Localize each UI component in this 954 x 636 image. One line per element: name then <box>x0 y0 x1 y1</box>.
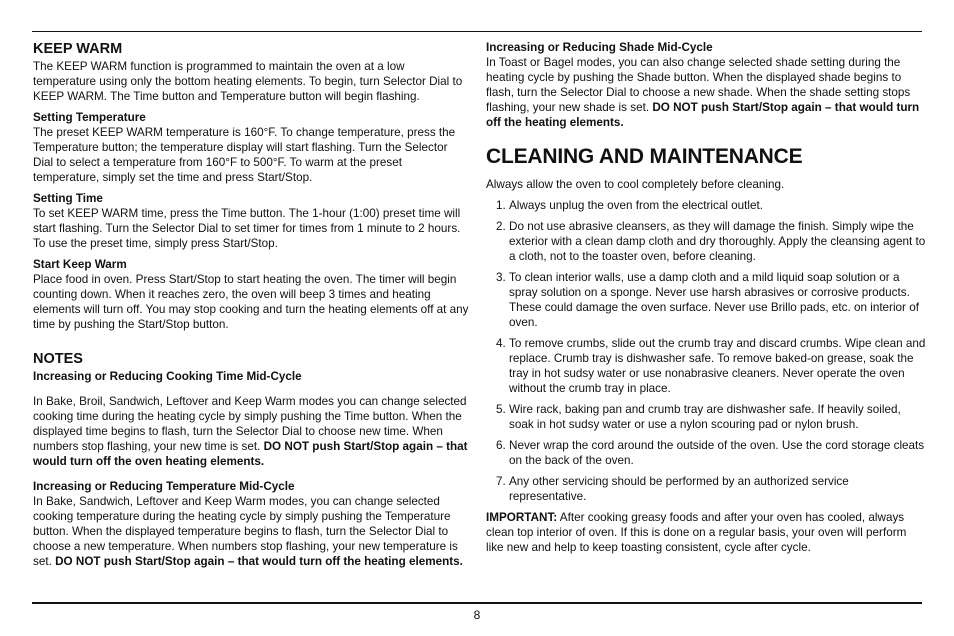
temperature-mid-cycle-warning: DO NOT push Start/Stop again – that would turn off the heating elements. <box>55 555 463 568</box>
list-item: 6. Never wrap the cord around the outside of the oven. Use the cord storage cleats on the back of the oven. <box>509 438 926 468</box>
list-item: 2. Do not use abrasive cleansers, as they will damage the finish. Simply wipe the exterior with a clean damp cloth and dry thoroughly. Apply the cleansing agent to a cloth, not to the toaster oven, before cleaning. <box>509 219 926 264</box>
cleaning-intro: Always allow the oven to cool completely before cleaning. <box>486 178 785 191</box>
list-item: 4. To remove crumbs, slide out the crumb tray and discard crumbs. Wipe clean and replace. Crumb tray is dishwasher safe. To remove baked-on grease, soak the tray in hot sudsy water or use nonabrasive cleaners. Never operate the oven without the crumb tray in place. <box>509 336 926 396</box>
bottom-rule <box>32 602 922 604</box>
right-column <box>486 40 926 561</box>
left-column <box>33 40 470 575</box>
important-label: IMPORTANT: <box>486 511 558 524</box>
keep-warm-paragraph: The KEEP WARM function is programmed to maintain the oven at a low temperature using only the bottom heating elements. To begin, turn Selector Dial to KEEP WARM. The Time button and Temperature button will begin flashing. <box>33 60 463 103</box>
setting-temperature-heading: Setting Temperature <box>33 111 146 124</box>
cooking-time-warning: DO NOT push Start/Stop again – that would turn off the oven heating elements. <box>33 440 468 468</box>
cleaning-maintenance-title: CLEANING AND MAINTENANCE <box>486 145 803 168</box>
shade-mid-cycle-paragraph <box>486 55 926 130</box>
important-note <box>486 510 926 555</box>
start-keep-warm-heading: Start Keep Warm <box>33 258 127 271</box>
list-item: 7. Any other servicing should be performed by an authorized service representative. <box>509 474 926 504</box>
cooking-time-heading: Increasing or Reducing Cooking Time Mid-Cycle <box>33 370 302 383</box>
list-item: 3. To clean interior walls, use a damp cloth and a mild liquid soap solution or a spray solution on a sponge. Never use harsh abrasives or corrosive products. These could damage the oven surface. Never use Brillo pads, etc. on interior of oven. <box>509 270 926 330</box>
list-item: 1. Always unplug the oven from the electrical outlet. <box>509 198 926 213</box>
setting-time-paragraph: To set KEEP WARM time, press the Time button. The 1-hour (1:00) preset time will start flashing. Turn the Selector Dial to set timer for times from 1 minute to 2 hours. To use the preset time, simply press Start/Stop. <box>33 207 461 250</box>
shade-mid-cycle-warning: DO NOT push Start/Stop again – that would turn off the heating elements. <box>486 101 920 129</box>
shade-mid-cycle-text: In Toast or Bagel modes, you can also change selected shade setting during the heating cycle by pushing the Shade button. When the displayed shade begins to flash, turn the Selector Dial to choose a new shade. When the shade setting stops flashing, your new shade is set. <box>486 56 911 114</box>
setting-temperature-paragraph: The preset KEEP WARM temperature is 160°F. To change temperature, press the Temperature button; the temperature display will start flashing. Turn the Selector Dial to select a temperature from 160°F to 500°F. To warm at the preset temperature, simply set the time and press Start/Stop. <box>33 126 456 184</box>
top-rule <box>32 31 922 32</box>
setting-time-heading: Setting Time <box>33 192 103 205</box>
important-text: After cooking greasy foods and after your oven has cooled, always clean top interior of oven. If this is done on a regular basis, your oven will perform like new and help to keep toasting consistent, cycle after cycle. <box>486 511 907 554</box>
temperature-mid-cycle-text: In Bake, Sandwich, Leftover and Keep Warm modes, you can change selected cooking temperature during the heating cycle by simply pushing the Temperature button. When the displayed temperature begins to flash, turn the Selector Dial to choose a new temperature. When numbers stop flashing, your new temperature is set. <box>33 495 458 568</box>
temperature-mid-cycle-heading: Increasing or Reducing Temperature Mid-Cycle <box>33 480 295 493</box>
cleaning-steps-list <box>486 198 926 504</box>
list-item: 5. Wire rack, baking pan and crumb tray are dishwasher safe. If heavily soiled, soak in hot sudsy water or use a nylon scouring pad or nylon brush. <box>509 402 926 432</box>
temperature-mid-cycle-paragraph <box>33 494 470 569</box>
cooking-time-paragraph <box>33 394 470 469</box>
keep-warm-heading: KEEP WARM <box>33 41 123 57</box>
page-number: 8 <box>473 608 481 622</box>
shade-mid-cycle-heading: Increasing or Reducing Shade Mid-Cycle <box>486 41 713 54</box>
cooking-time-text: In Bake, Broil, Sandwich, Leftover and Keep Warm modes you can change selected cooking time during the heating cycle by simply pushing the Time button. When the displayed time begins to flash, turn the Selector Dial to choose new time. When numbers stop flashing, your new time is set. <box>33 395 467 453</box>
start-keep-warm-paragraph: Place food in oven. Press Start/Stop to start heating the oven. The timer will begin counting down. When it reaches zero, the oven will beep 3 times and heating elements will turn off. You may stop cooking and turn the heating elements off at any time by pushing the Start/Stop button. <box>33 273 469 331</box>
notes-heading: NOTES <box>33 351 83 367</box>
